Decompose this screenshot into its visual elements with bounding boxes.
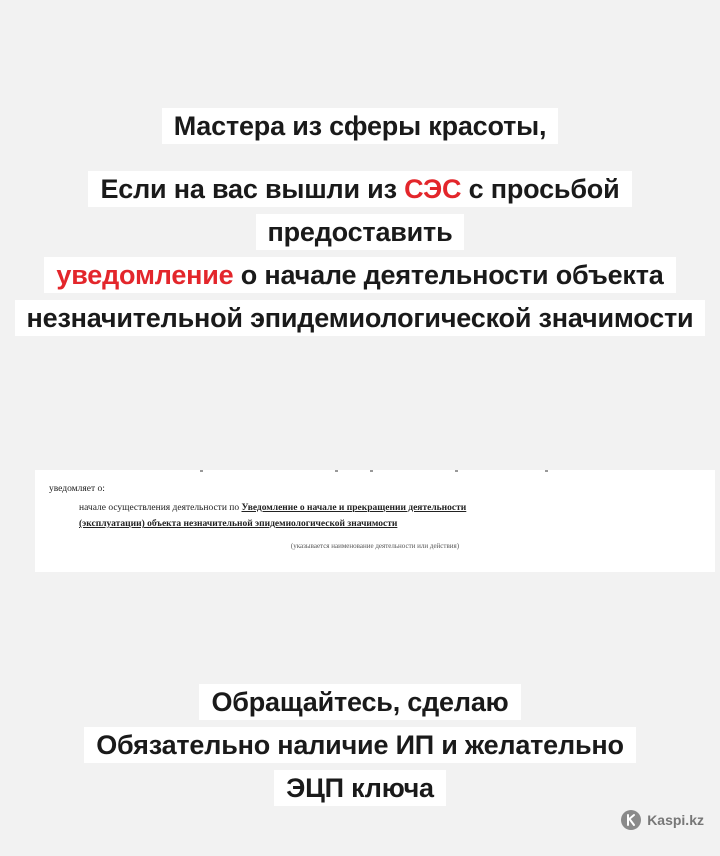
intro-block xyxy=(0,170,720,342)
intro-highlight-ses: СЭС xyxy=(404,174,462,204)
kaspi-watermark xyxy=(621,810,704,830)
intro-text xyxy=(15,171,706,336)
document-notifies-label: уведомляет о: xyxy=(49,484,105,494)
intro-part2: с просьбой предоставить xyxy=(267,174,620,247)
headline-block xyxy=(0,107,720,145)
intro-part3: о начале деятельности объекта незначительной эпидемиологической значимости xyxy=(26,260,694,333)
document-caption: (указывается наименование деятельности или действия) xyxy=(290,542,460,550)
intro-part1: Если на вас вышли из xyxy=(100,174,405,204)
intro-highlight-notification: уведомление xyxy=(56,260,234,290)
headline: Мастера из сферы красоты, xyxy=(162,108,559,144)
cta-text xyxy=(84,684,636,806)
cta-block xyxy=(0,683,720,812)
kaspi-watermark-text: Kaspi.kz xyxy=(647,812,704,828)
document-line-2: (эксплуатации) объекта незначительной эпидемиологической значимости xyxy=(79,519,398,529)
document-line-1-prefix: начале осуществления деятельности по xyxy=(79,503,242,513)
document-line-1-underlined: Уведомление о начале и прекращении деятельности xyxy=(241,503,467,513)
cta-line-3: ЭЦП ключа xyxy=(286,773,434,803)
kaspi-logo-icon xyxy=(621,810,641,830)
document-excerpt xyxy=(35,470,715,572)
cta-line-1: Обращайтесь, сделаю xyxy=(211,687,509,717)
document-line-1 xyxy=(79,503,466,513)
cta-line-2: Обязательно наличие ИП и желательно xyxy=(96,730,624,760)
